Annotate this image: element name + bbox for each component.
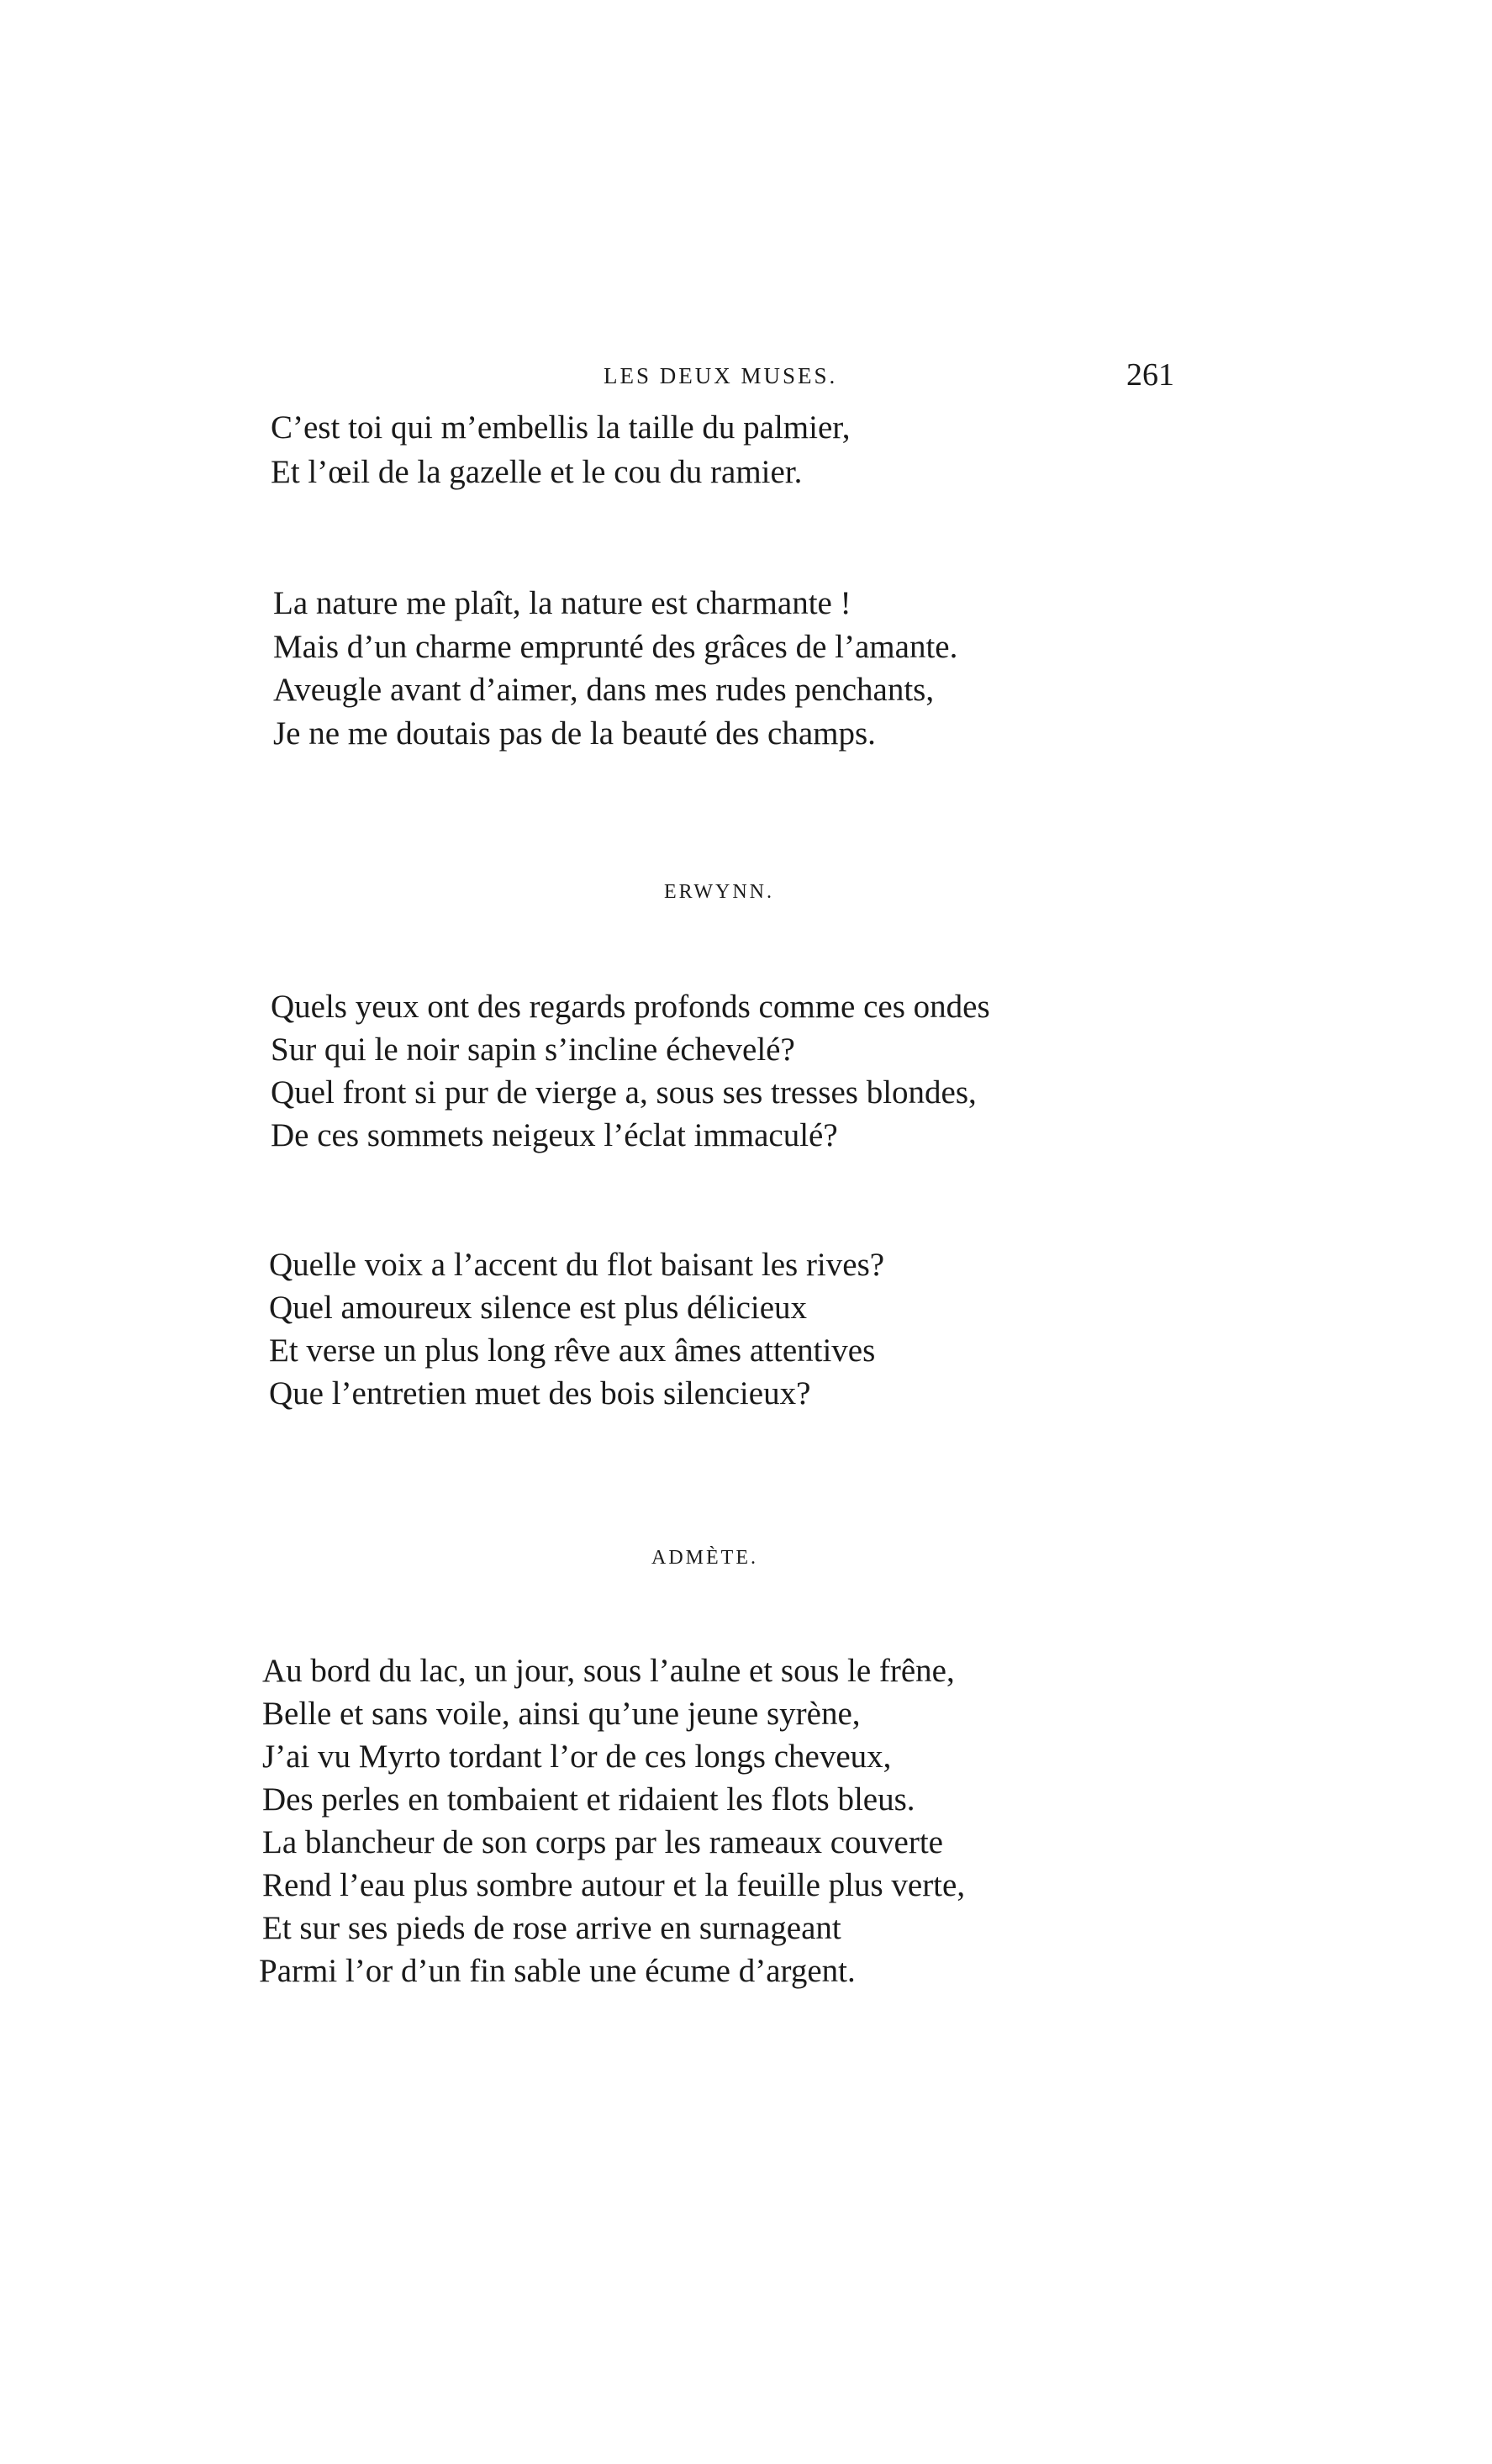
verse-line: Aveugle avant d’aimer, dans mes rudes penchants,	[273, 672, 935, 708]
verse-line: Quelle voix a l’accent du flot baisant les rives?	[269, 1247, 885, 1283]
verse-line: Rend l’eau plus sombre autour et la feuille plus verte,	[262, 1867, 966, 1903]
verse-line: Au bord du lac, un jour, sous l’aulne et sous le frêne,	[262, 1653, 955, 1689]
verse-line: La blancheur de son corps par les rameaux couverte	[262, 1824, 943, 1860]
verse-line: Parmi l’or d’un fin sable une écume d’argent.	[259, 1953, 856, 1989]
verse-line: Sur qui le noir sapin s’incline échevelé?	[271, 1032, 795, 1068]
running-title: LES DEUX MUSES.	[604, 363, 838, 388]
speaker-name: ADMÈTE.	[651, 1547, 758, 1569]
verse-line: De ces sommets neigeux l’éclat immaculé?	[271, 1117, 838, 1153]
verse-line: Mais d’un charme emprunté des grâces de l’amante.	[273, 629, 958, 665]
verse-line: Belle et sans voile, ainsi qu’une jeune syrène,	[262, 1696, 861, 1732]
verse-line: J’ai vu Myrto tordant l’or de ces longs cheveux,	[262, 1739, 892, 1775]
running-head	[0, 357, 1492, 405]
verse-line: Que l’entretien muet des bois silencieux?	[269, 1375, 811, 1411]
verse-line: Et verse un plus long rêve aux âmes attentives	[269, 1332, 876, 1369]
verse-line: La nature me plaît, la nature est charmante !	[273, 585, 851, 621]
verse-line: Quel amoureux silence est plus délicieux	[269, 1290, 808, 1326]
speaker-name: ERWYNN.	[664, 881, 774, 903]
verse-line: Je ne me doutais pas de la beauté des champs.	[273, 715, 876, 752]
verse-line: Et l’œil de la gazelle et le cou du ramier.	[271, 454, 803, 490]
verse-line: C’est toi qui m’embellis la taille du palmier,	[271, 409, 851, 446]
verse-line: Quel front si pur de vierge a, sous ses tresses blondes,	[271, 1074, 977, 1111]
verse-line: Quels yeux ont des regards profonds comme ces ondes	[271, 989, 990, 1025]
verse-line: Et sur ses pieds de rose arrive en surnageant	[262, 1910, 841, 1946]
page-number: 261	[1126, 357, 1174, 393]
verse-line: Des perles en tombaient et ridaient les flots bleus.	[262, 1781, 915, 1818]
